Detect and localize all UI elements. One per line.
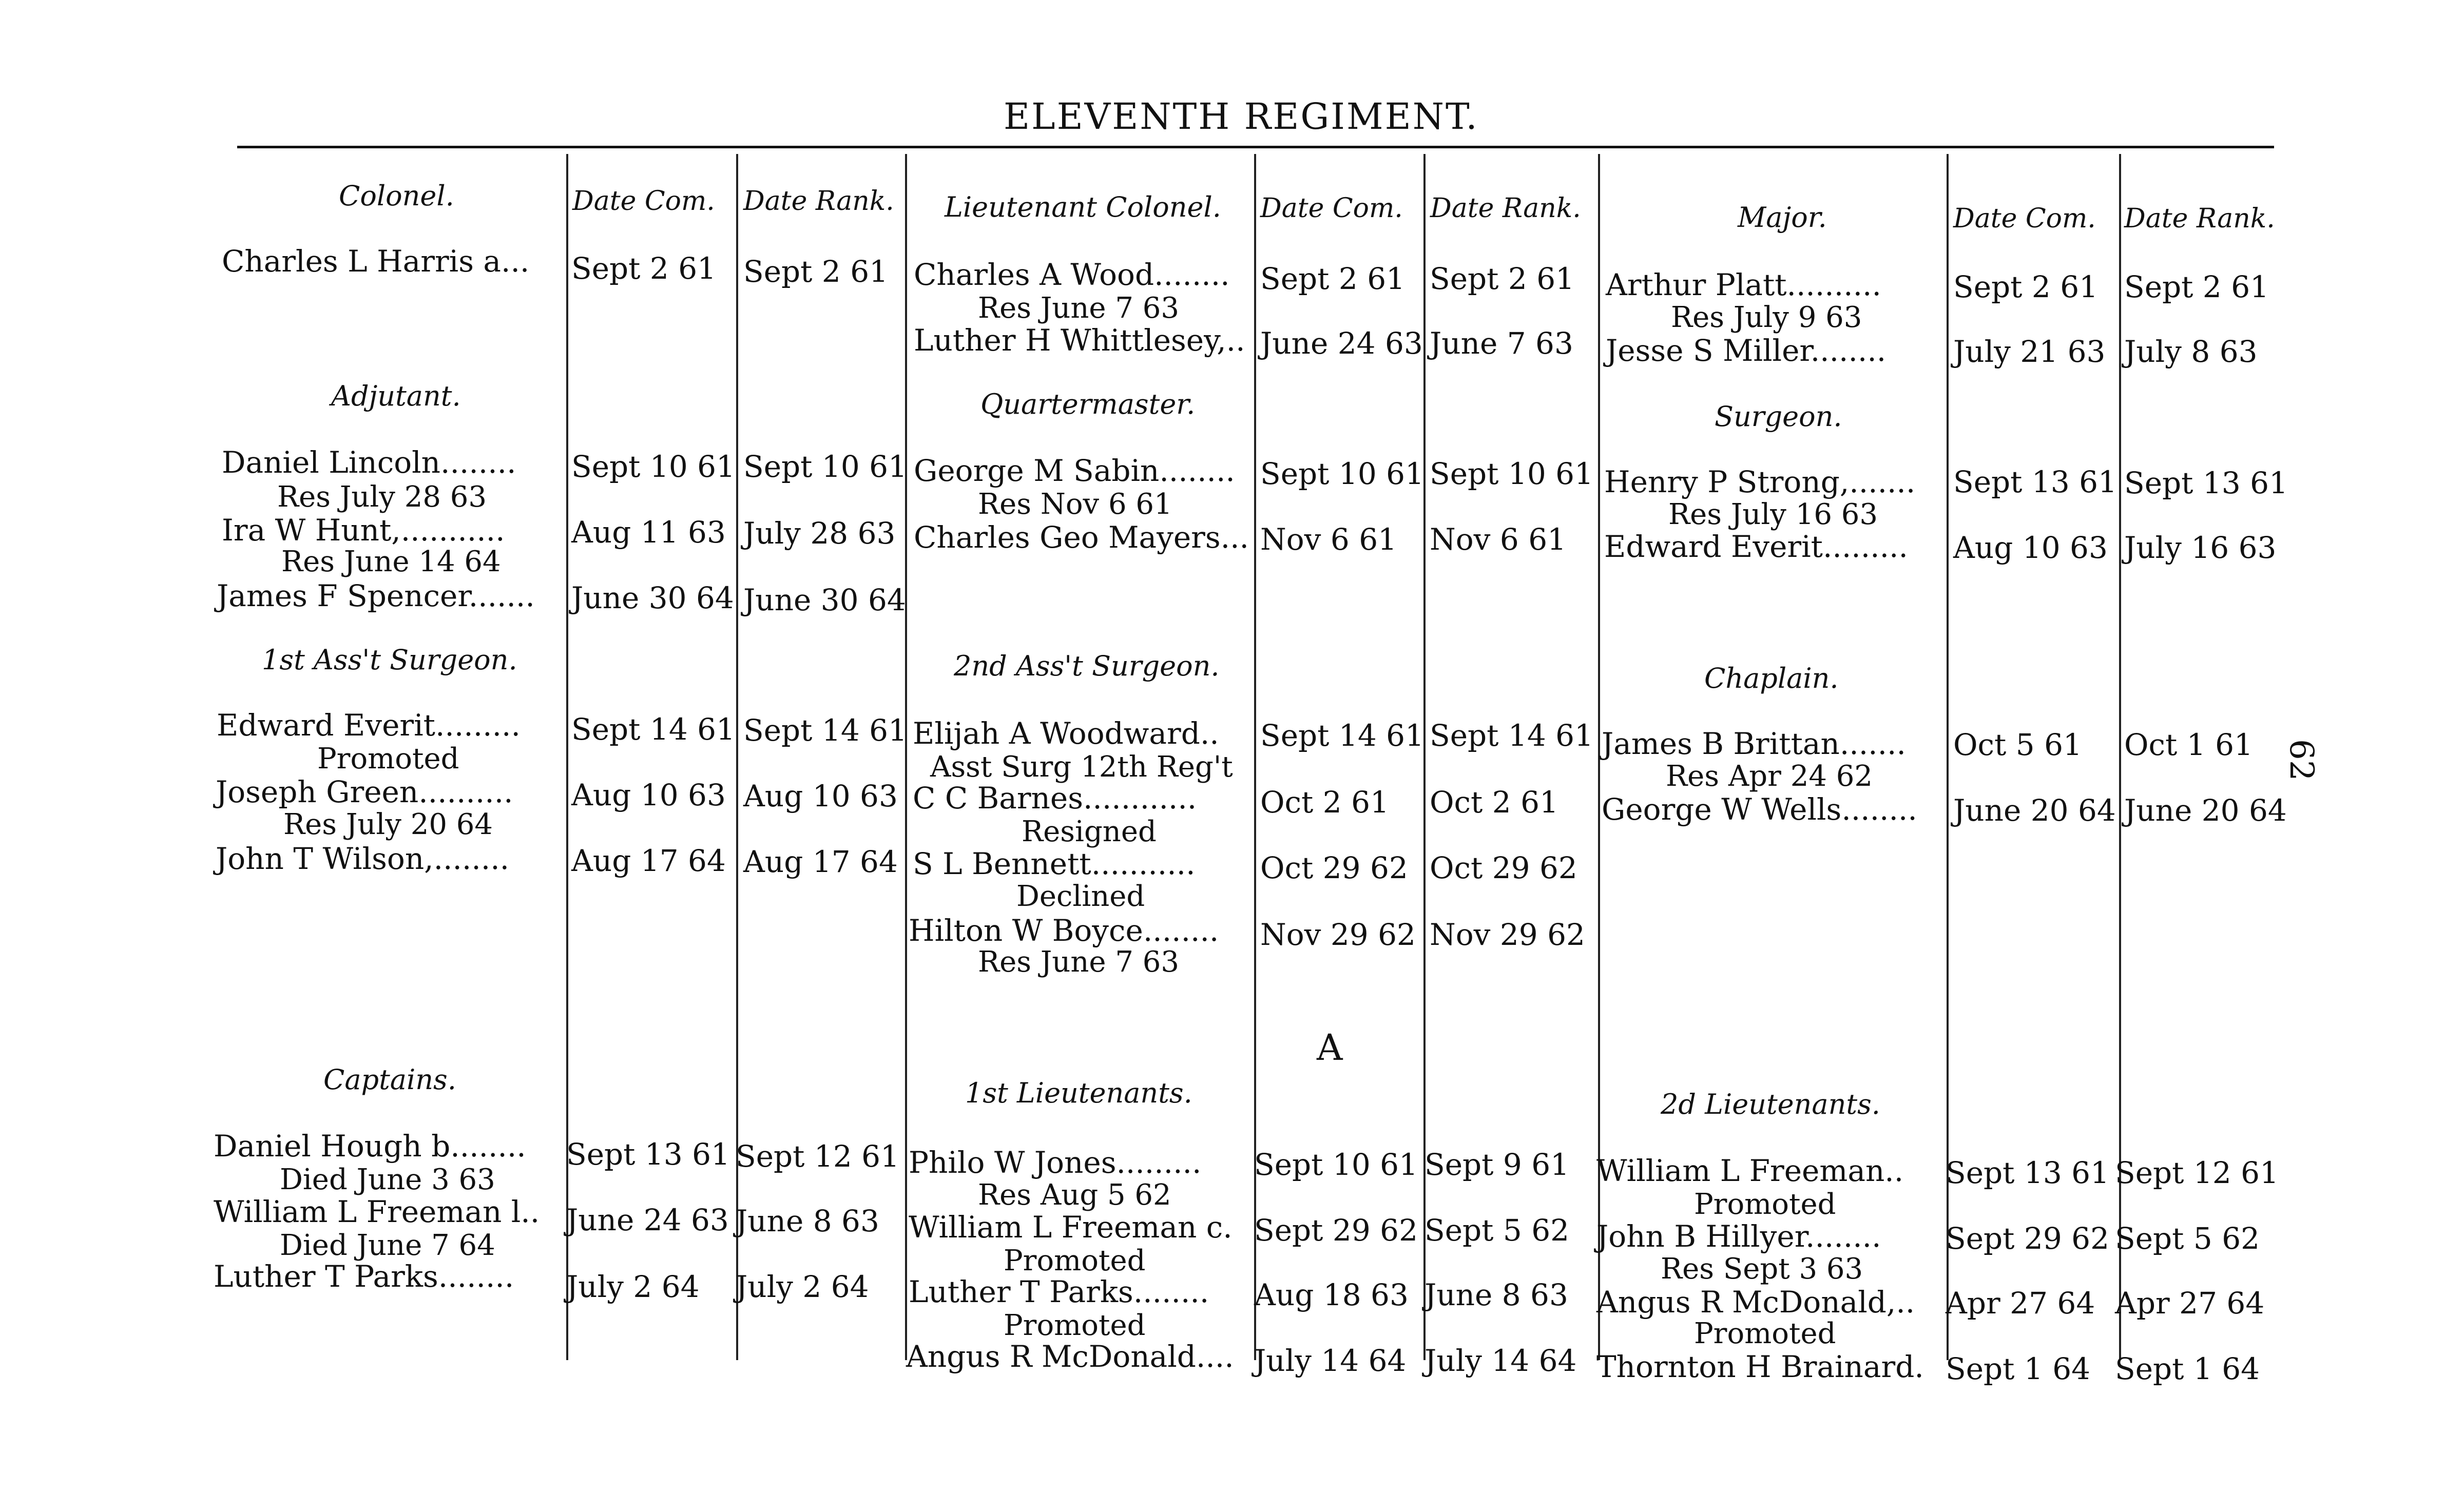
roster-name: John B Hillyer........ [1596, 1219, 1881, 1254]
roster-note: Res June 14 64 [281, 545, 501, 578]
roster-note: Promoted [1004, 1309, 1146, 1342]
roster-name: Edward Everit......... [217, 708, 521, 743]
roster-name: Charles A Wood........ [914, 257, 1230, 292]
roster-name: John T Wilson,........ [216, 841, 510, 876]
date-of-rank: Nov 29 62 [1430, 917, 1585, 952]
heading-major: Major. [1738, 201, 1827, 234]
roster-note: Res July 28 63 [277, 480, 487, 514]
roster-note: Res Apr 24 62 [1666, 760, 1873, 793]
roster-name: Daniel Lincoln........ [222, 445, 516, 480]
date-of-rank: July 2 64 [736, 1269, 869, 1304]
roster-name: Henry P Strong,....... [1604, 464, 1916, 499]
date-of-rank: Oct 1 61 [2124, 727, 2253, 762]
roster-name: George M Sabin........ [914, 453, 1235, 488]
heading-quartermaster: Quartermaster. [980, 388, 1196, 420]
roster-note: Res Nov 6 61 [978, 488, 1172, 521]
date-of-rank: July 14 64 [1424, 1343, 1577, 1378]
heading-colonel: Colonel. [339, 180, 454, 212]
date-commissioned: Sept 10 61 [1254, 1147, 1418, 1182]
date-commissioned: June 24 63 [566, 1203, 729, 1237]
roster-note: Res July 20 64 [283, 808, 493, 841]
date-commissioned: Sept 2 61 [1953, 269, 2099, 304]
roster-note: Promoted [1694, 1317, 1836, 1350]
roster-name: Joseph Green.......... [216, 774, 513, 809]
roster-name: Luther T Parks........ [909, 1274, 1209, 1309]
heading-lieutenant-colonel: Lieutenant Colonel. [945, 191, 1221, 223]
roster-note: Promoted [317, 742, 459, 776]
date-of-rank: Sept 2 61 [743, 254, 889, 289]
date-of-rank: Sept 12 61 [2115, 1155, 2279, 1190]
roster-note: Res June 7 63 [978, 945, 1180, 979]
date-of-rank: June 7 63 [1430, 326, 1573, 361]
roster-name: William L Freeman l.. [214, 1194, 540, 1229]
roster-name: Philo W Jones......... [909, 1145, 1202, 1180]
date-commissioned: Sept 1 64 [1946, 1351, 2091, 1386]
date-of-rank: June 30 64 [743, 583, 906, 617]
date-of-rank: Aug 17 64 [743, 844, 898, 879]
date-commissioned: Sept 14 61 [1260, 718, 1424, 753]
date-of-rank: June 20 64 [2124, 793, 2287, 828]
heading-surgeon: Surgeon. [1715, 400, 1842, 433]
roster-note: Res Sept 3 63 [1661, 1252, 1863, 1286]
roster-name: Luther T Parks........ [214, 1259, 514, 1294]
roster-note: Res July 9 63 [1671, 301, 1862, 334]
date-of-rank: Sept 10 61 [743, 449, 907, 484]
date-commissioned: Sept 2 61 [1260, 261, 1406, 296]
heading-captains: Captains. [323, 1063, 456, 1096]
roster-name: Daniel Hough b........ [214, 1129, 526, 1164]
date-of-rank: Sept 1 64 [2115, 1351, 2260, 1386]
roster-name: Edward Everit......... [1604, 529, 1908, 564]
date-of-rank: Oct 29 62 [1430, 850, 1577, 885]
heading-first-lieutenants: 1st Lieutenants. [965, 1077, 1192, 1109]
date-commissioned: July 14 64 [1254, 1343, 1407, 1378]
date-commissioned: Nov 6 61 [1260, 522, 1397, 557]
roster-name: Jesse S Miller........ [1606, 333, 1886, 368]
date-of-rank: Sept 10 61 [1430, 456, 1593, 491]
date-commissioned: June 20 64 [1953, 793, 2116, 828]
roster-name: Angus R McDonald,.. [1596, 1285, 1915, 1320]
roster-name: Angus R McDonald.... [906, 1339, 1234, 1374]
roster-name: James B Brittan....... [1602, 726, 1906, 761]
roster-name: Ira W Hunt,........... [222, 513, 505, 548]
date-commissioned: Aug 10 63 [1953, 530, 2108, 565]
col-head-date-rank: Date Rank. [2124, 203, 2275, 234]
date-commissioned: Oct 2 61 [1260, 785, 1389, 820]
date-commissioned: Aug 18 63 [1254, 1277, 1409, 1312]
page-title: ELEVENTH REGIMENT. [1004, 95, 1479, 138]
roster-name: Hilton W Boyce........ [909, 913, 1219, 948]
roster-note: Declined [1016, 880, 1145, 913]
heading-second-asst-surgeon: 2nd Ass't Surgeon. [954, 650, 1220, 682]
date-of-rank: Sept 2 61 [1430, 261, 1575, 296]
date-of-rank: July 8 63 [2124, 334, 2258, 369]
roster-name: S L Bennett........... [913, 846, 1196, 881]
date-of-rank: Apr 27 64 [2115, 1286, 2265, 1321]
roster-note: Asst Surg 12th Reg't [930, 750, 1233, 784]
date-of-rank: Oct 2 61 [1430, 785, 1558, 820]
roster-name: William L Freeman c. [909, 1210, 1233, 1245]
roster-note: Res June 7 63 [978, 292, 1180, 325]
date-commissioned: June 30 64 [571, 580, 734, 615]
date-of-rank: Sept 9 61 [1424, 1147, 1570, 1182]
date-commissioned: Aug 10 63 [571, 778, 726, 812]
heading-first-asst-surgeon: 1st Ass't Surgeon. [262, 644, 517, 676]
roster-note: Promoted [1004, 1244, 1146, 1277]
column-divider [905, 154, 907, 1360]
date-commissioned: Oct 5 61 [1953, 727, 2082, 762]
roster-note: Died June 7 64 [280, 1229, 495, 1262]
heading-adjutant: Adjutant. [331, 380, 461, 412]
roster-name: Charles Geo Mayers... [914, 520, 1249, 555]
date-commissioned: Sept 29 62 [1254, 1213, 1418, 1248]
date-commissioned: July 2 64 [566, 1269, 700, 1304]
roster-note: Res July 16 63 [1668, 498, 1878, 531]
date-commissioned: Nov 29 62 [1260, 917, 1416, 952]
date-of-rank: July 28 63 [743, 516, 896, 551]
date-commissioned: Aug 11 63 [571, 515, 726, 550]
roster-note: Died June 3 63 [280, 1163, 495, 1196]
col-head-date-rank: Date Rank. [1430, 193, 1581, 224]
roster-name: Arthur Platt.......... [1606, 267, 1881, 302]
date-of-rank: Aug 10 63 [743, 779, 898, 813]
date-of-rank: Sept 14 61 [743, 713, 907, 748]
roster-note: Res Aug 5 62 [978, 1178, 1171, 1212]
roster-name: Charles L Harris a... [222, 244, 530, 279]
date-of-rank: Sept 12 61 [736, 1139, 899, 1174]
heading-second-lieutenants: 2d Lieutenants. [1661, 1088, 1880, 1120]
date-commissioned: Sept 13 61 [566, 1137, 730, 1172]
date-commissioned: Sept 2 61 [571, 251, 717, 286]
col-head-date-com: Date Com. [1260, 193, 1403, 224]
date-commissioned: Sept 13 61 [1953, 464, 2117, 499]
date-of-rank: Sept 13 61 [2124, 466, 2288, 500]
roster-name: C C Barnes............ [913, 781, 1197, 816]
date-commissioned: Aug 17 64 [571, 843, 726, 878]
date-commissioned: Sept 14 61 [571, 712, 735, 747]
title-rule [237, 146, 2274, 148]
roster-note: Resigned [1022, 815, 1157, 848]
date-of-rank: Sept 2 61 [2124, 269, 2269, 304]
col-head-date-com: Date Com. [1953, 203, 2096, 234]
col-head-date-rank: Date Rank. [743, 186, 894, 217]
column-divider [566, 154, 568, 1360]
roster-name: Elijah A Woodward.. [913, 716, 1219, 751]
date-commissioned: Sept 29 62 [1946, 1221, 2109, 1256]
date-commissioned: Sept 10 61 [571, 449, 735, 484]
date-of-rank: Sept 5 62 [2115, 1221, 2260, 1256]
date-of-rank: July 16 63 [2124, 530, 2277, 565]
date-commissioned: Sept 10 61 [1260, 456, 1424, 491]
roster-name: James F Spencer....... [217, 578, 535, 613]
date-of-rank: Nov 6 61 [1430, 522, 1567, 557]
col-head-date-com: Date Com. [572, 186, 715, 217]
date-commissioned: Apr 27 64 [1946, 1286, 2095, 1321]
roster-name: Thornton H Brainard. [1596, 1349, 1924, 1384]
date-commissioned: June 24 63 [1260, 326, 1423, 361]
date-commissioned: Sept 13 61 [1946, 1155, 2109, 1190]
date-of-rank: June 8 63 [736, 1204, 879, 1238]
date-commissioned: July 21 63 [1953, 334, 2106, 369]
roster-name: George W Wells........ [1602, 792, 1917, 827]
date-of-rank: June 8 63 [1424, 1277, 1568, 1312]
date-of-rank: Sept 5 62 [1424, 1213, 1570, 1248]
heading-chaplain: Chaplain. [1704, 662, 1839, 694]
roster-note: Promoted [1694, 1188, 1836, 1221]
date-of-rank: Sept 14 61 [1430, 718, 1593, 753]
date-commissioned: Oct 29 62 [1260, 850, 1408, 885]
page-number: 62 [2282, 739, 2320, 781]
roster-name: Luther H Whittlesey,.. [914, 323, 1245, 358]
column-divider [736, 154, 738, 1360]
company-letter: A [1317, 1026, 1344, 1069]
roster-name: William L Freeman.. [1596, 1153, 1904, 1188]
